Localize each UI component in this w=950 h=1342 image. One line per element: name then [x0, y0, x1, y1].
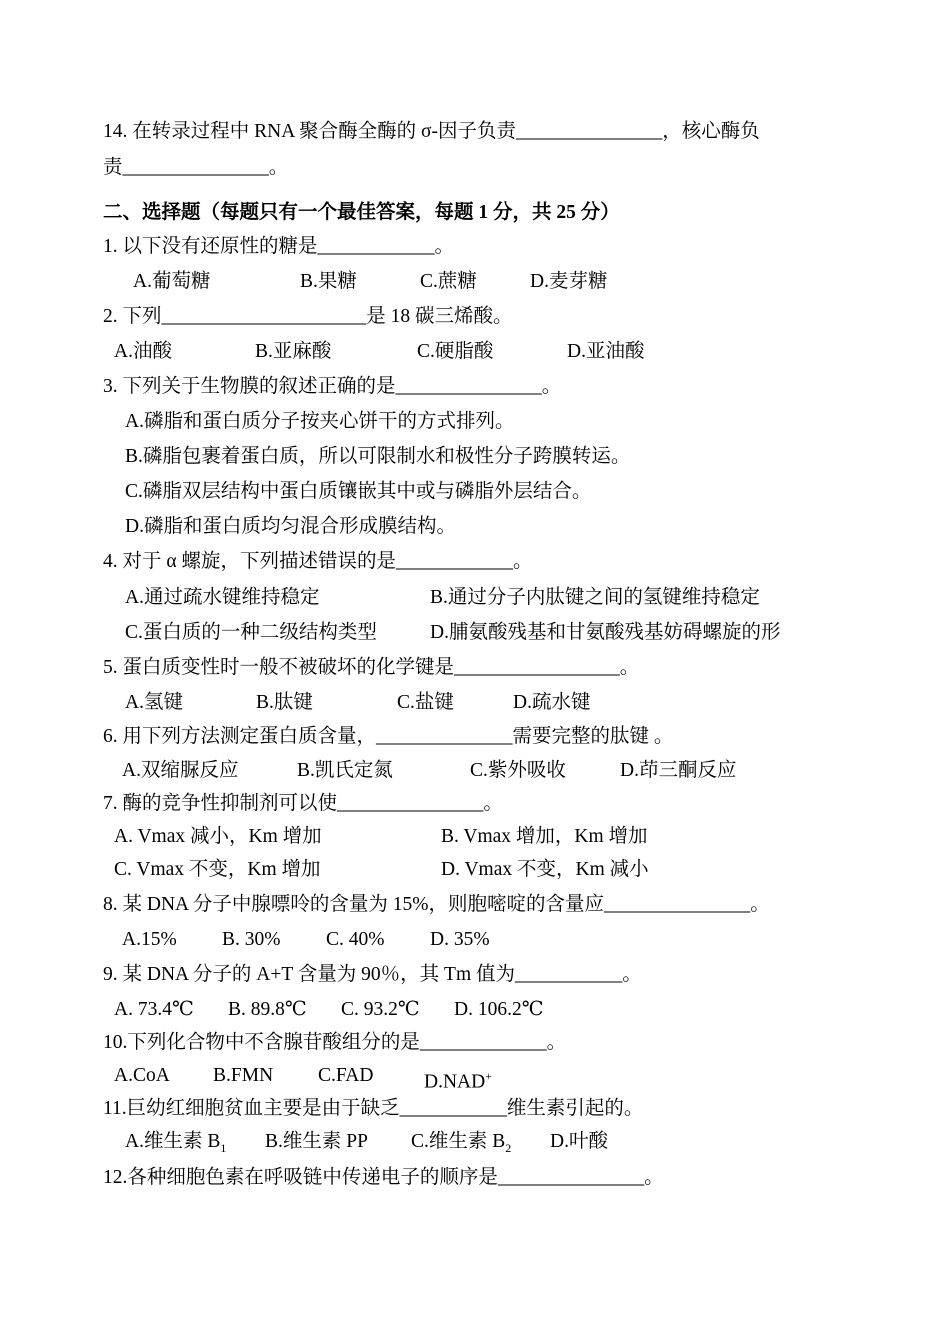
question-stem: 5. 蛋白质变性时一般不被破坏的化学键是_________________。: [103, 657, 640, 678]
question-stem: 4. 对于 α 螺旋，下列描述错误的是____________。: [103, 551, 533, 572]
option: D. Vmax 不变，Km 减小: [441, 859, 649, 880]
subscript: 2: [505, 1140, 512, 1155]
option: B. 89.8℃: [228, 999, 307, 1020]
option-text: A.维生素 B: [125, 1131, 221, 1152]
option: A.油酸: [114, 341, 172, 362]
option: C.紫外吸收: [470, 760, 566, 781]
option: [125, 1130, 226, 1160]
section-heading: 二、选择题（每题只有一个最佳答案，每题 1 分，共 25 分）: [103, 202, 620, 223]
option: B. Vmax 增加，Km 增加: [441, 826, 648, 847]
question-stem: 8. 某 DNA 分子中腺嘌呤的含量为 15%，则胞嘧啶的含量应_______________。: [103, 894, 770, 915]
question-stem: 3. 下列关于生物膜的叙述正确的是_______________。: [103, 376, 562, 397]
option: C. 40%: [326, 929, 385, 950]
question-stem: 1. 以下没有还原性的糖是____________。: [103, 236, 455, 257]
option: B.肽键: [256, 692, 313, 713]
option: B.维生素 PP: [265, 1131, 368, 1152]
option: A. Vmax 减小，Km 增加: [114, 826, 322, 847]
option: A.15%: [122, 929, 177, 950]
option: C.硬脂酸: [417, 341, 494, 362]
option: [411, 1130, 511, 1160]
option: D.麦芽糖: [530, 271, 608, 292]
subscript: 1: [220, 1140, 227, 1155]
option: A.通过疏水键维持稳定: [125, 587, 320, 608]
option: D.磷脂和蛋白质均匀混合形成膜结构。: [125, 516, 456, 537]
option-text: C.维生素 B: [411, 1131, 506, 1152]
option: A. 73.4℃: [114, 999, 194, 1020]
option: B.通过分子内肽键之间的氢键维持稳定: [430, 587, 760, 608]
option: A.葡萄糖: [133, 271, 211, 292]
option: A.双缩脲反应: [122, 760, 239, 781]
option: C.蔗糖: [420, 271, 477, 292]
question-stem: 7. 酶的竞争性抑制剂可以使_______________。: [103, 793, 503, 814]
option: B.FMN: [213, 1065, 274, 1086]
option: C.蛋白质的一种二级结构类型: [125, 622, 377, 643]
question-stem: 11.巨幼红细胞贫血主要是由于缺乏___________维生素引起的。: [103, 1098, 644, 1119]
question-stem: 2. 下列_____________________是 18 碳三烯酸。: [103, 306, 513, 327]
option: B. 30%: [222, 929, 281, 950]
option: B.凯氏定氮: [297, 760, 393, 781]
question-stem: 12.各种细胞色素在呼吸链中传递电子的顺序是_______________。: [103, 1167, 664, 1188]
option: A.氢键: [125, 692, 183, 713]
option: C.磷脂双层结构中蛋白质镶嵌其中或与磷脂外层结合。: [125, 481, 592, 502]
option: D. 35%: [430, 929, 490, 950]
option: D.亚油酸: [567, 341, 645, 362]
option: C.盐键: [397, 692, 454, 713]
option: C.FAD: [318, 1065, 374, 1086]
question-stem: 6. 用下列方法测定蛋白质含量，______________需要完整的肽键 。: [103, 726, 674, 747]
option: C. Vmax 不变，Km 增加: [114, 859, 321, 880]
superscript: +: [485, 1069, 492, 1083]
option: B.磷脂包裹着蛋白质，所以可限制水和极性分子跨膜转运。: [125, 446, 631, 467]
q14-line2: 责_______________。: [103, 157, 289, 178]
option: B.果糖: [300, 271, 357, 292]
question-stem: 10.下列化合物中不含腺苷酸组分的是_____________。: [103, 1032, 567, 1053]
option-text: D.NAD: [424, 1071, 486, 1093]
option: A.CoA: [114, 1065, 170, 1086]
option: D. 106.2℃: [454, 999, 544, 1020]
option: B.亚麻酸: [255, 341, 332, 362]
option: D.脯氨酸残基和甘氨酸残基妨碍螺旋的形: [430, 622, 781, 643]
question-stem: 9. 某 DNA 分子的 A+T 含量为 90％，其 Tm 值为___________。: [103, 964, 642, 985]
option: [424, 1064, 492, 1095]
option: D.叶酸: [550, 1131, 608, 1152]
option: D.疏水键: [513, 692, 591, 713]
option: C. 93.2℃: [341, 999, 420, 1020]
option: A.磷脂和蛋白质分子按夹心饼干的方式排列。: [125, 411, 515, 432]
q14-line1: 14. 在转录过程中 RNA 聚合酶全酶的 σ-因子负责_______________，核心酶负: [103, 121, 760, 142]
option: D.茚三酮反应: [620, 760, 737, 781]
